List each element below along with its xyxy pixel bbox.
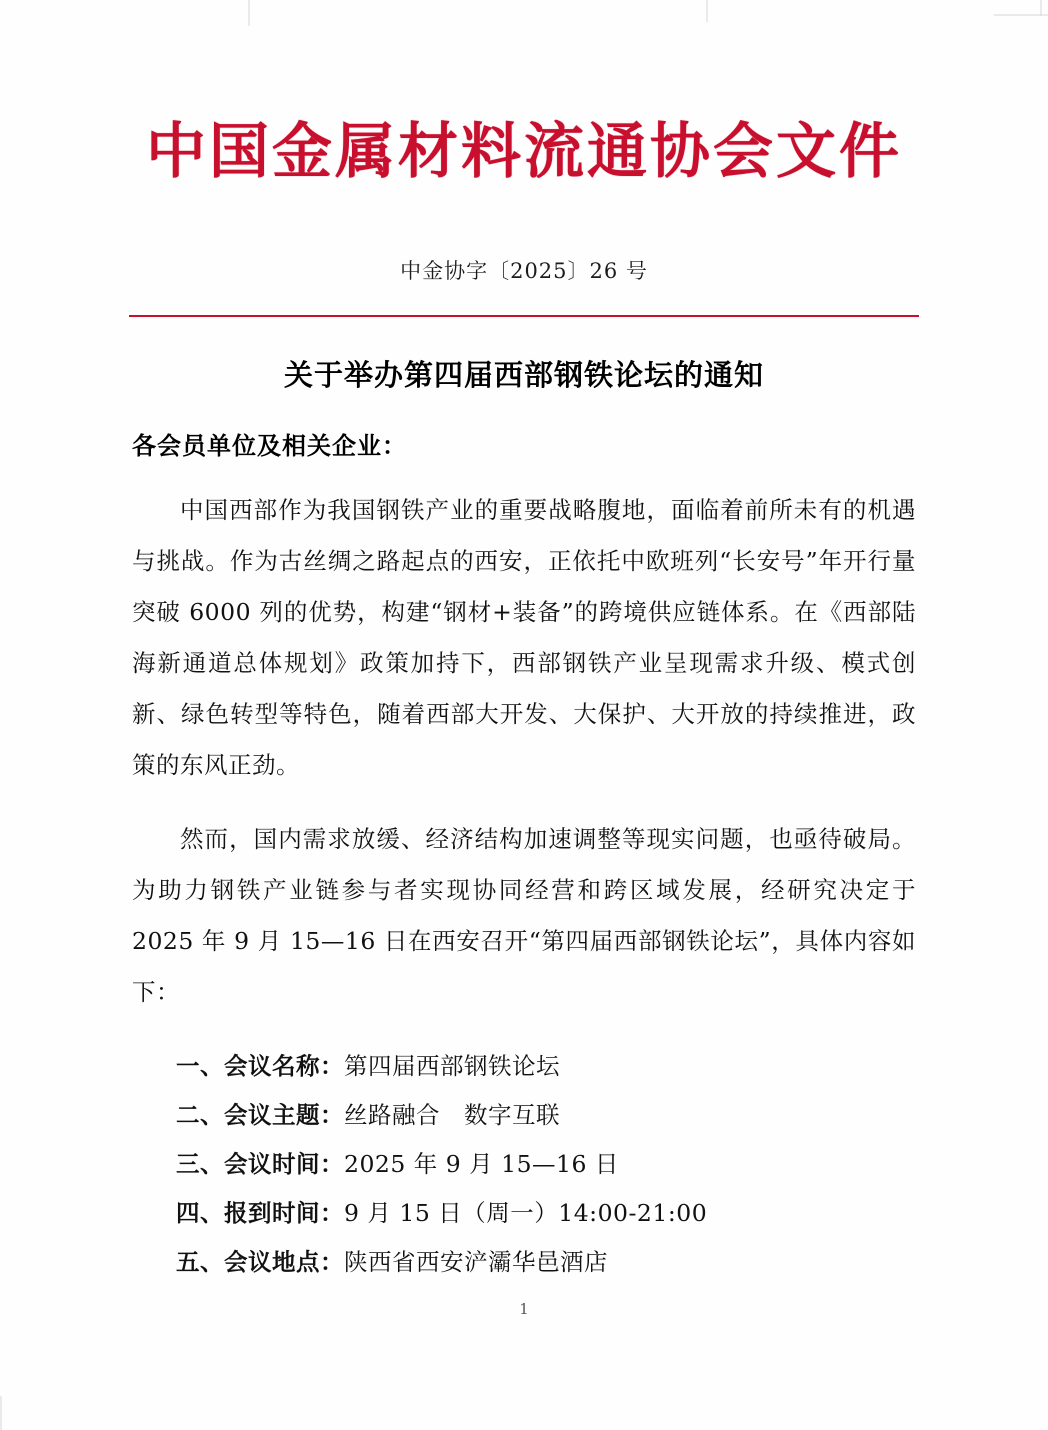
- list-item: [132, 1091, 916, 1140]
- list-item-value: 第四届西部钢铁论坛: [344, 1052, 560, 1080]
- list-item-label: 会议地点：: [224, 1248, 344, 1276]
- list-item-value: 丝路融合 数字互联: [344, 1101, 560, 1129]
- list-item-value: 陕西省西安浐灞华邑酒店: [344, 1248, 608, 1276]
- list-item-number: 二、: [176, 1101, 224, 1129]
- salutation: 各会员单位及相关企业：: [132, 431, 407, 460]
- scan-edge-mark: [0, 1396, 2, 1430]
- list-item-number: 五、: [176, 1248, 224, 1276]
- list-item: [132, 1042, 916, 1091]
- list-item-number: 一、: [176, 1052, 224, 1080]
- list-item-value: 2025 年 9 月 15—16 日: [344, 1150, 619, 1178]
- list-item: [132, 1238, 916, 1287]
- document-number: 中金协字〔2025〕26 号: [400, 259, 648, 283]
- body-paragraph: 然而，国内需求放缓、经济结构加速调整等现实问题，也亟待破局。为助力钢铁产业链参与者实现协同经营和跨区域发展，经研究决定于 2025 年 9 月 15—16 日在西安召开“第四届西部钢铁论坛”，具体内容如下：: [132, 825, 916, 1006]
- list-item-label: 会议名称：: [224, 1052, 344, 1080]
- body-paragraph: 中国西部作为我国钢铁产业的重要战略腹地，面临着前所未有的机遇与挑战。作为古丝绸之路起点的西安，正依托中欧班列“长安号”年开行量突破 6000 列的优势，构建“钢材+装备”的跨境供应链体系。在《西部陆海新通道总体规划》政策加持下，西部钢铁产业呈现需求升级、模式创新、绿色转型等特色，随着西部大开发、大保护、大开放的持续推进，政策的东风正劲。: [132, 495, 916, 779]
- notice-title: 关于举办第四届西部钢铁论坛的通知: [283, 358, 764, 392]
- document-body: [132, 485, 916, 1288]
- list-item-label: 会议主题：: [224, 1101, 344, 1129]
- list-item-number: 四、: [176, 1199, 224, 1227]
- document-masthead-title: 中国金属材料流通协会文件: [146, 117, 902, 187]
- list-item-number: 三、: [176, 1150, 224, 1178]
- list-item-label: 会议时间：: [224, 1150, 344, 1178]
- masthead-divider-rule: [129, 315, 919, 317]
- list-item: [132, 1189, 916, 1238]
- list-item: [132, 1140, 916, 1189]
- list-item-value: 9 月 15 日（周一）14:00-21:00: [344, 1199, 708, 1227]
- numbered-item-list: [132, 1042, 916, 1287]
- list-item-label: 报到时间：: [224, 1199, 344, 1227]
- page-number: 1: [519, 1300, 529, 1318]
